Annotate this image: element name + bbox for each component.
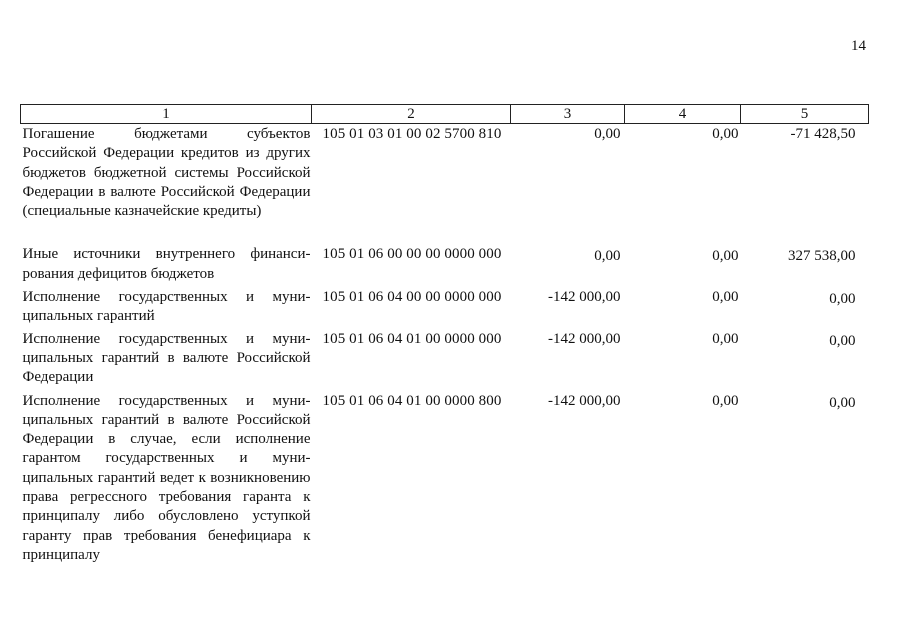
row-col5: 0,00 <box>829 332 856 349</box>
table-row <box>21 391 869 566</box>
row-code: 105 01 06 00 00 00 0000 000 <box>322 246 502 263</box>
header-col-2: 2 <box>312 105 511 124</box>
row-col3: 0,00 <box>594 126 621 142</box>
row-code: 105 01 03 01 00 02 5700 810 <box>322 126 502 142</box>
table-header <box>21 105 869 124</box>
table-row <box>21 124 869 245</box>
header-col-3: 3 <box>511 105 625 124</box>
row-col4: 0,00 <box>712 289 739 306</box>
table-body <box>21 124 869 566</box>
table-row <box>21 287 869 329</box>
header-row <box>21 105 869 124</box>
table-row <box>21 329 869 391</box>
row-name: Иные источники внутреннего финансирования дефицитов бюджетов <box>22 246 311 282</box>
row-code: 105 01 06 04 01 00 0000 000 <box>322 330 502 347</box>
header-col-1: 1 <box>21 105 312 124</box>
row-name: Исполнение государственных и муниципальных гарантий в валюте Российской Федерации в случае, если исполнение гарантом государственных и муниципальных гарантий ведет к возникновению права регрессного требования гаранта к принципалу либо обусловлено уступкой гаранту прав требования бенефициара к принципалу <box>22 392 311 563</box>
row-code: 105 01 06 04 00 00 0000 000 <box>322 289 502 306</box>
row-col5: 0,00 <box>829 394 856 411</box>
row-col3: -142 000,00 <box>548 289 621 306</box>
row-col5: 0,00 <box>829 291 856 308</box>
header-col-5: 5 <box>741 105 869 124</box>
row-col3: 0,00 <box>594 248 621 265</box>
table-row <box>21 244 869 287</box>
row-col5: 327 538,00 <box>788 248 856 265</box>
row-name: Погашение бюджетами субъектов Российской Федерации кредитов из других бюджетов бюджетной системы Российской Федерации в валюте Российской Федерации (специальные казначейские кредиты) <box>22 126 311 220</box>
row-col4: 0,00 <box>712 126 739 142</box>
page-number: 14 <box>851 38 866 54</box>
header-col-4: 4 <box>625 105 741 124</box>
row-col3: -142 000,00 <box>548 330 621 347</box>
budget-sources-table <box>20 104 868 565</box>
row-col4: 0,00 <box>712 330 739 347</box>
row-code: 105 01 06 04 01 00 0000 800 <box>322 392 502 409</box>
row-col3: -142 000,00 <box>548 392 621 409</box>
row-col5: -71 428,50 <box>790 126 856 142</box>
row-col4: 0,00 <box>712 248 739 265</box>
row-col4: 0,00 <box>712 392 739 409</box>
row-name: Исполнение государственных и муниципальных гарантий в валюте Российской Федерации <box>22 330 311 386</box>
row-name: Исполнение государственных и муниципальных гарантий <box>22 289 311 325</box>
data-table <box>20 104 869 565</box>
